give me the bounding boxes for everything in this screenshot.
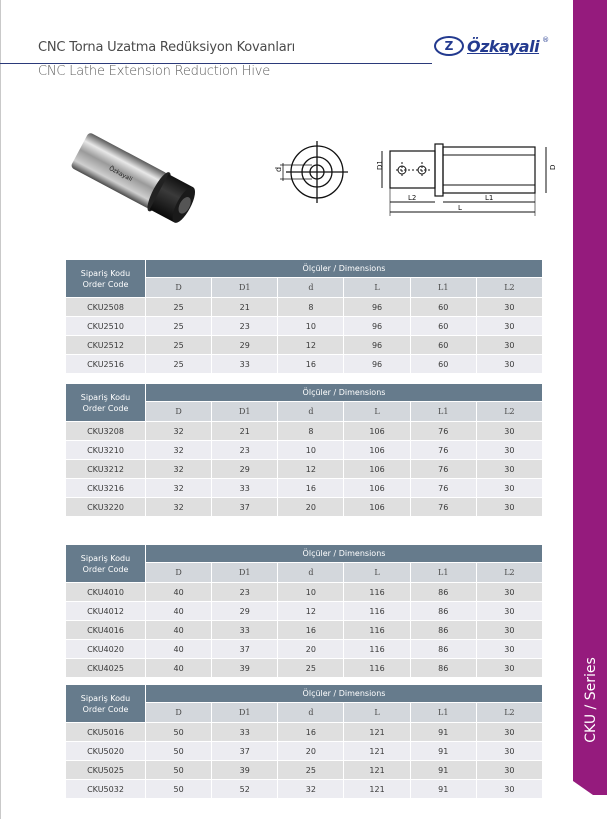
dimension-cell: 16	[278, 621, 343, 640]
order-code-header-tr: Sipariş Kodu	[80, 392, 131, 402]
table-row	[66, 723, 542, 742]
dimension-cell: 16	[278, 355, 343, 374]
dimension-cell: 37	[212, 498, 277, 517]
dimension-cell: 37	[212, 742, 277, 761]
column-header: L2	[477, 703, 542, 723]
order-code-header-en: Order Code	[82, 564, 129, 574]
column-header: D1	[212, 402, 277, 422]
table-row	[66, 761, 542, 780]
page-title-turkish: CNC Torna Uzatma Redüksiyon Kovanları	[38, 40, 296, 55]
dimension-cell: 30	[477, 742, 542, 761]
dimension-cell: 33	[212, 355, 277, 374]
order-code-cell: CKU5025	[66, 761, 145, 780]
dimension-cell: 96	[344, 336, 409, 355]
dimension-cell: 30	[477, 659, 542, 678]
order-code-header-en: Order Code	[82, 403, 129, 413]
column-header: L	[344, 563, 409, 583]
side-view-drawing	[370, 142, 560, 220]
order-code-header-tr: Sipariş Kodu	[80, 553, 131, 563]
table-row	[66, 780, 542, 799]
order-code-cell: CKU4016	[66, 621, 145, 640]
dimension-cell: 30	[477, 336, 542, 355]
dimension-cell: 30	[477, 761, 542, 780]
brand-logo	[434, 36, 549, 56]
dimension-cell: 25	[146, 336, 211, 355]
dimension-cell: 30	[477, 602, 542, 621]
dimension-cell: 86	[411, 659, 476, 678]
dimension-cell: 20	[278, 742, 343, 761]
dimension-cell: 91	[411, 761, 476, 780]
dimension-cell: 32	[146, 479, 211, 498]
dimension-cell: 30	[477, 640, 542, 659]
table-row	[66, 583, 542, 602]
table-row	[66, 498, 542, 517]
dimension-cell: 25	[146, 355, 211, 374]
dimension-cell: 116	[344, 602, 409, 621]
order-code-cell: CKU2512	[66, 336, 145, 355]
dimension-cell: 30	[477, 298, 542, 317]
order-code-header	[66, 685, 145, 723]
dimension-cell: 121	[344, 780, 409, 799]
dimension-cell: 33	[212, 479, 277, 498]
logo-text: Özkayali	[467, 36, 540, 56]
table-row	[66, 742, 542, 761]
dimension-cell: 106	[344, 441, 409, 460]
dimension-cell: 32	[146, 460, 211, 479]
dimension-cell: 23	[212, 441, 277, 460]
dimension-cell: 20	[278, 640, 343, 659]
dimension-cell: 32	[146, 441, 211, 460]
spec-table-1	[65, 260, 543, 374]
dimension-cell: 76	[411, 479, 476, 498]
table-row	[66, 621, 542, 640]
dimension-cell: 25	[146, 298, 211, 317]
dimension-cell: 60	[411, 355, 476, 374]
column-header: L1	[411, 402, 476, 422]
table-row	[66, 602, 542, 621]
order-code-cell: CKU5020	[66, 742, 145, 761]
dimension-cell: 40	[146, 659, 211, 678]
column-header: L1	[411, 278, 476, 298]
column-header: L1	[411, 563, 476, 583]
spec-table-3	[65, 545, 543, 678]
table-row	[66, 298, 542, 317]
order-code-cell: CKU3210	[66, 441, 145, 460]
order-code-cell: CKU3216	[66, 479, 145, 498]
label-D1: D1	[376, 160, 384, 170]
label-L1: L1	[485, 194, 494, 202]
dimension-cell: 25	[278, 761, 343, 780]
front-view-drawing	[272, 137, 362, 207]
dimension-cell: 96	[344, 355, 409, 374]
dimension-cell: 40	[146, 602, 211, 621]
dimension-cell: 121	[344, 742, 409, 761]
page-edge	[0, 0, 1, 819]
column-header: L	[344, 402, 409, 422]
column-header: D	[146, 402, 211, 422]
dimension-cell: 76	[411, 422, 476, 441]
dimension-cell: 32	[146, 422, 211, 441]
dimension-cell: 91	[411, 742, 476, 761]
dimension-cell: 25	[146, 317, 211, 336]
dimension-cell: 30	[477, 780, 542, 799]
series-tab-label: CKU / Series	[583, 657, 599, 743]
dimension-cell: 60	[411, 317, 476, 336]
dimension-cell: 30	[477, 621, 542, 640]
dimension-cell: 50	[146, 761, 211, 780]
order-code-cell: CKU2516	[66, 355, 145, 374]
dimensions-header: Ölçüler / Dimensions	[146, 545, 542, 563]
dimension-cell: 106	[344, 422, 409, 441]
dimension-cell: 21	[212, 298, 277, 317]
dimension-cell: 40	[146, 583, 211, 602]
order-code-cell: CKU4020	[66, 640, 145, 659]
order-code-cell: CKU2510	[66, 317, 145, 336]
order-code-header-tr: Sipariş Kodu	[80, 268, 131, 278]
dimension-cell: 12	[278, 460, 343, 479]
order-code-cell: CKU2508	[66, 298, 145, 317]
dimension-cell: 60	[411, 336, 476, 355]
dimension-cell: 86	[411, 583, 476, 602]
table-row	[66, 479, 542, 498]
dimension-cell: 40	[146, 621, 211, 640]
column-header: L	[344, 278, 409, 298]
column-header: L	[344, 703, 409, 723]
dimension-cell: 29	[212, 602, 277, 621]
dimension-cell: 106	[344, 479, 409, 498]
column-header: D	[146, 703, 211, 723]
column-header: L2	[477, 402, 542, 422]
svg-text:Özkayali: Özkayali	[107, 165, 134, 184]
dimension-cell: 33	[212, 723, 277, 742]
dimension-cell: 21	[212, 422, 277, 441]
column-header: L2	[477, 278, 542, 298]
dimension-cell: 16	[278, 723, 343, 742]
dimension-cell: 60	[411, 298, 476, 317]
dimension-cell: 16	[278, 479, 343, 498]
table-row	[66, 441, 542, 460]
dimension-cell: 23	[212, 583, 277, 602]
registered-mark: ®	[542, 36, 550, 44]
dimension-cell: 23	[212, 317, 277, 336]
page-title-english: CNC Lathe Extension Reduction Hive	[38, 64, 271, 79]
table-row	[66, 460, 542, 479]
dimension-cell: 116	[344, 640, 409, 659]
table-row	[66, 422, 542, 441]
order-code-header	[66, 545, 145, 583]
order-code-header-en: Order Code	[82, 279, 129, 289]
dimension-cell: 25	[278, 659, 343, 678]
label-L2: L2	[408, 194, 417, 202]
order-code-cell: CKU4010	[66, 583, 145, 602]
dimension-cell: 76	[411, 498, 476, 517]
dimension-cell: 10	[278, 441, 343, 460]
table-row	[66, 336, 542, 355]
spec-table-4	[65, 685, 543, 799]
dimension-cell: 30	[477, 723, 542, 742]
dimension-cell: 12	[278, 336, 343, 355]
dimension-cell: 12	[278, 602, 343, 621]
order-code-header-tr: Sipariş Kodu	[80, 693, 131, 703]
dimension-cell: 37	[212, 640, 277, 659]
table-row	[66, 355, 542, 374]
order-code-header-en: Order Code	[82, 704, 129, 714]
dimension-cell: 96	[344, 317, 409, 336]
order-code-cell: CKU4012	[66, 602, 145, 621]
table-row	[66, 659, 542, 678]
column-header: L2	[477, 563, 542, 583]
dimension-cell: 86	[411, 621, 476, 640]
dimension-cell: 91	[411, 723, 476, 742]
dimension-cell: 30	[477, 498, 542, 517]
logo-mark-icon: Z	[434, 36, 464, 56]
label-D: D	[549, 164, 557, 170]
dimension-cell: 33	[212, 621, 277, 640]
dimension-cell: 39	[212, 659, 277, 678]
order-code-header	[66, 260, 145, 298]
column-header: D1	[212, 278, 277, 298]
dimension-cell: 20	[278, 498, 343, 517]
dimension-cell: 76	[411, 441, 476, 460]
order-code-cell: CKU3212	[66, 460, 145, 479]
column-header: D	[146, 563, 211, 583]
dimension-cell: 30	[477, 355, 542, 374]
column-header: D	[146, 278, 211, 298]
column-header: d	[278, 703, 343, 723]
label-L: L	[458, 204, 462, 212]
dimension-cell: 50	[146, 780, 211, 799]
dimension-cell: 30	[477, 422, 542, 441]
dimension-cell: 76	[411, 460, 476, 479]
dimension-cell: 86	[411, 602, 476, 621]
dimension-cell: 96	[344, 298, 409, 317]
column-header: D1	[212, 703, 277, 723]
order-code-cell: CKU3220	[66, 498, 145, 517]
dimension-cell: 10	[278, 317, 343, 336]
dimension-cell: 32	[146, 498, 211, 517]
table-row	[66, 640, 542, 659]
dimension-cell: 30	[477, 441, 542, 460]
dimension-cell: 50	[146, 723, 211, 742]
dimension-cell: 106	[344, 498, 409, 517]
dimension-cell: 30	[477, 317, 542, 336]
dimension-cell: 10	[278, 583, 343, 602]
column-header: D1	[212, 563, 277, 583]
dimension-cell: 30	[477, 460, 542, 479]
dimension-cell: 8	[278, 298, 343, 317]
dimension-cell: 50	[146, 742, 211, 761]
product-photo	[60, 120, 220, 250]
column-header: d	[278, 278, 343, 298]
dimensions-header: Ölçüler / Dimensions	[146, 260, 542, 278]
dimension-cell: 30	[477, 583, 542, 602]
dimension-cell: 29	[212, 460, 277, 479]
dimension-cell: 30	[477, 479, 542, 498]
dimension-cell: 106	[344, 460, 409, 479]
table-row	[66, 317, 542, 336]
dimension-cell: 121	[344, 723, 409, 742]
dimension-cell: 91	[411, 780, 476, 799]
dimension-cell: 52	[212, 780, 277, 799]
dimensions-header: Ölçüler / Dimensions	[146, 384, 542, 402]
column-header: d	[278, 563, 343, 583]
dimension-cell: 116	[344, 621, 409, 640]
dimension-cell: 86	[411, 640, 476, 659]
order-code-cell: CKU4025	[66, 659, 145, 678]
spec-table-2	[65, 384, 543, 517]
dimensions-header: Ölçüler / Dimensions	[146, 685, 542, 703]
order-code-cell: CKU5016	[66, 723, 145, 742]
dimension-cell: 40	[146, 640, 211, 659]
dimension-cell: 116	[344, 659, 409, 678]
dimension-cell: 121	[344, 761, 409, 780]
column-header: L1	[411, 703, 476, 723]
dimension-cell: 32	[278, 780, 343, 799]
label-d: d	[274, 166, 283, 172]
dimension-cell: 116	[344, 583, 409, 602]
dimension-cell: 39	[212, 761, 277, 780]
order-code-cell: CKU5032	[66, 780, 145, 799]
column-header: d	[278, 402, 343, 422]
order-code-header	[66, 384, 145, 422]
dimension-cell: 29	[212, 336, 277, 355]
dimension-cell: 8	[278, 422, 343, 441]
order-code-cell: CKU3208	[66, 422, 145, 441]
